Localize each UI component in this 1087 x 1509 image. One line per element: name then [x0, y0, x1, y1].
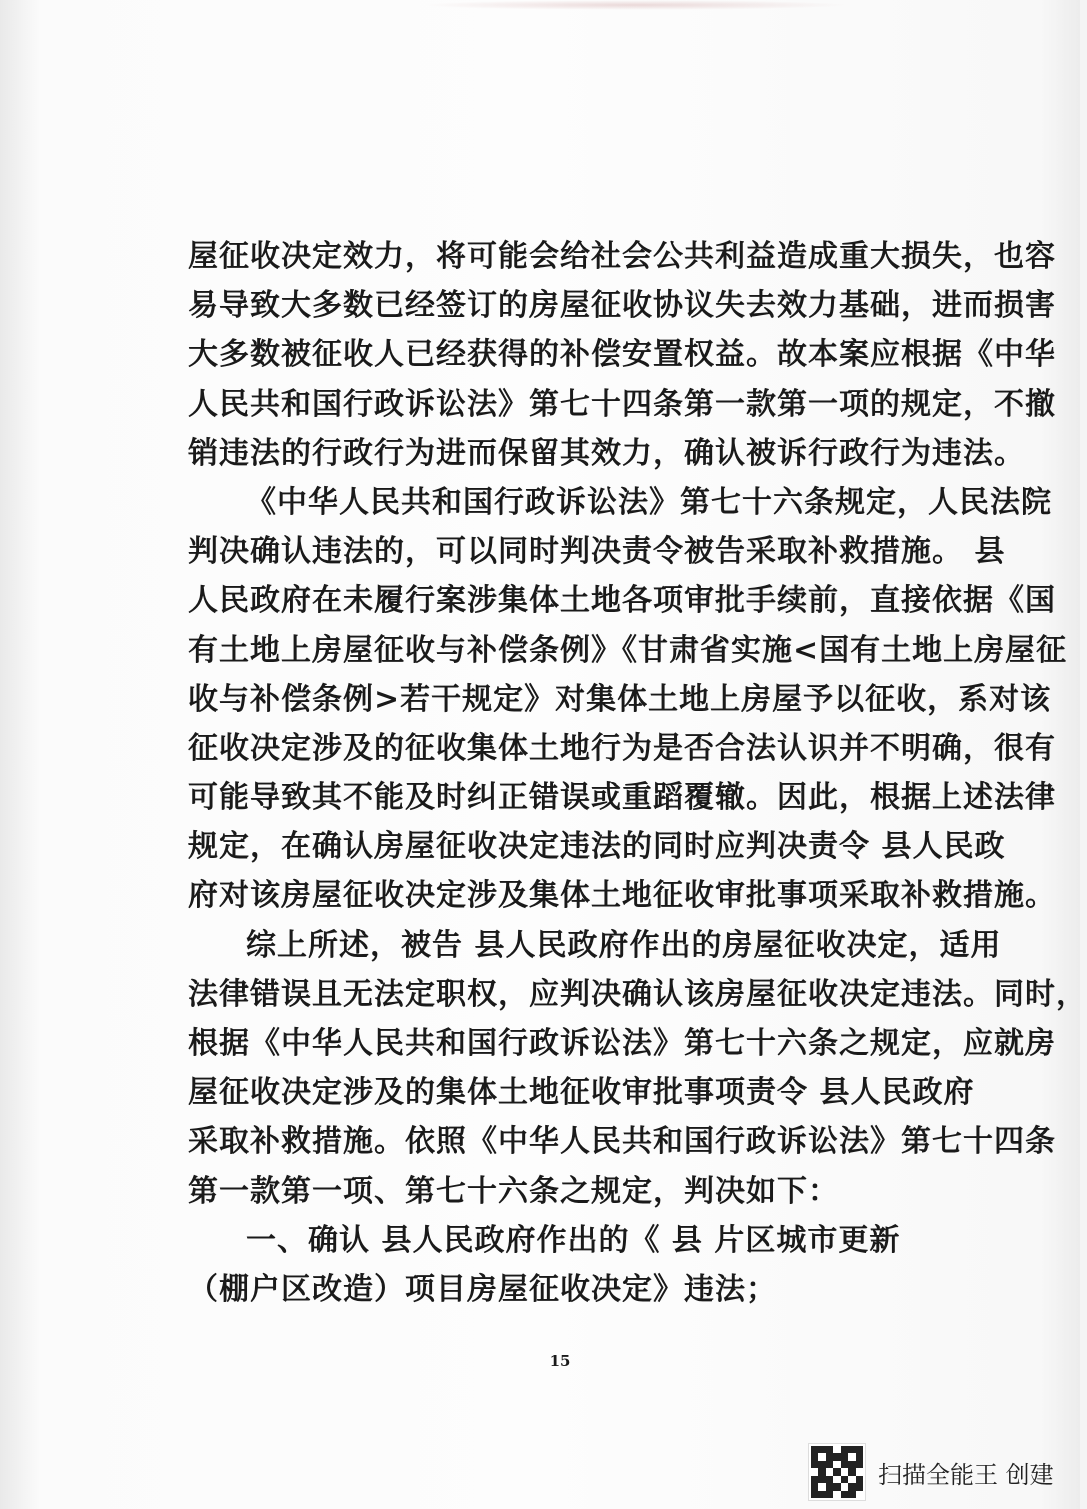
- document-body: [188, 232, 1087, 1314]
- text-line: 府对该房屋征收决定涉及集体土地征收审批事项采取补救措施。: [188, 878, 1056, 914]
- page-number: 15: [549, 1352, 571, 1370]
- text-line: 法律错误且无法定职权，应判决确认该房屋征收决定违法。同时，: [188, 976, 1087, 1012]
- text-line: 一、确认 县人民政府作出的《 县 片区城市更新: [246, 1222, 901, 1258]
- text-line: 人民共和国行政诉讼法》第七十四条第一款第一项的规定，不撤: [188, 386, 1056, 422]
- text-line: 销违法的行政行为进而保留其效力，确认被诉行政行为违法。: [188, 435, 1025, 471]
- text-line: 易导致大多数已经签订的房屋征收协议失去效力基础，进而损害: [188, 288, 1056, 324]
- text-line: 可能导致其不能及时纠正错误或重蹈覆辙。因此，根据上述法律: [188, 780, 1056, 816]
- text-line: 判决确认违法的，可以同时判决责令被告采取补救措施。 县: [188, 534, 1006, 570]
- qr-code-icon: [808, 1443, 866, 1501]
- text-line: 第一款第一项、第七十六条之规定，判决如下：: [188, 1173, 839, 1209]
- text-line: 综上所述，被告 县人民政府作出的房屋征收决定，适用: [246, 927, 1002, 963]
- text-line: 屋征收决定效力，将可能会给社会公共利益造成重大损失，也容: [188, 239, 1056, 274]
- text-line: 有土地上房屋征收与补偿条例》《甘肃省实施<国有土地上房屋征: [188, 632, 1068, 668]
- scanner-watermark: [808, 1440, 1054, 1504]
- text-line: （棚户区改造）项目房屋征收决定》违法；: [188, 1271, 777, 1307]
- text-line: 《中华人民共和国行政诉讼法》第七十六条规定，人民法院: [246, 484, 1052, 520]
- text-line: 收与补偿条例>若干规定》对集体土地上房屋予以征收，系对该: [188, 681, 1052, 717]
- text-line: 大多数被征收人已经获得的补偿安置权益。故本案应根据《中华: [188, 337, 1056, 373]
- text-line: 根据《中华人民共和国行政诉讼法》第七十六条之规定，应就房: [188, 1026, 1056, 1061]
- watermark-text: 扫描全能王 创建: [878, 1460, 1054, 1489]
- text-line: 规定，在确认房屋征收决定违法的同时应判决责令 县人民政: [188, 829, 1006, 865]
- text-line: 采取补救措施。依照《中华人民共和国行政诉讼法》第七十四条: [188, 1124, 1056, 1160]
- scan-smudge: [420, 0, 850, 10]
- text-line: 人民政府在未履行案涉集体土地各项审批手续前，直接依据《国: [188, 583, 1056, 619]
- text-line: 征收决定涉及的征收集体土地行为是否合法认识并不明确，很有: [188, 730, 1056, 766]
- text-line: 屋征收决定涉及的集体土地征收审批事项责令 县人民政府: [188, 1075, 975, 1111]
